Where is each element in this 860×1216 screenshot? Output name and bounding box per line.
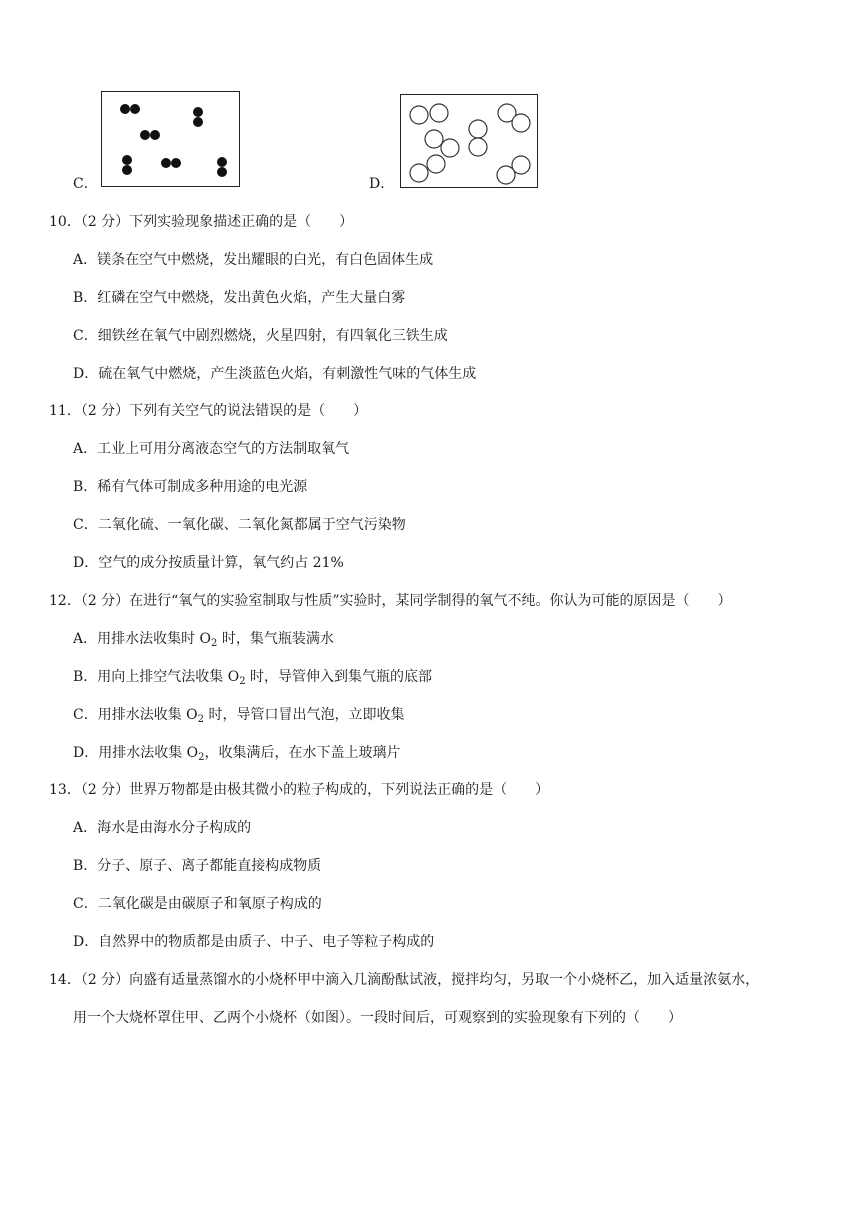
- molecule-atom: [171, 158, 181, 168]
- option-text: C．用排水法收集 O: [73, 707, 198, 723]
- question-13-option-a: A．海水是由海水分子构成的: [73, 820, 252, 836]
- figure-c-molecules: [102, 92, 241, 188]
- question-13-option-c: C．二氧化碳是由碳原子和氧原子构成的: [73, 896, 322, 912]
- molecule-atom: [217, 157, 227, 167]
- question-14-line-2: 用一个大烧杯罩住甲、乙两个小烧杯（如图）。一段时间后，可观察到的实验现象有下列的（ ）: [73, 1010, 682, 1026]
- subscript: 2: [211, 638, 218, 649]
- option-text: 时，导管伸入到集气瓶的底部: [245, 669, 433, 685]
- question-13-option-b: B．分子、原子、离子都能直接构成物质: [73, 858, 322, 874]
- question-11-option-c: C．二氧化硫、一氧化碳、二氧化氮都属于空气污染物: [73, 517, 406, 533]
- atom: [430, 104, 448, 122]
- atom: [512, 114, 530, 132]
- atom: [427, 155, 445, 173]
- atom: [497, 166, 515, 184]
- atom: [425, 130, 443, 148]
- question-13-option-d: D．自然界中的物质都是由质子、中子、电子等粒子构成的: [73, 934, 435, 950]
- molecule-atom: [150, 130, 160, 140]
- atom: [441, 139, 459, 157]
- question-11-option-b: B．稀有气体可制成多种用途的电光源: [73, 479, 308, 495]
- question-14-line-1: 14．（2 分）向盛有适量蒸馏水的小烧杯甲中滴入几滴酚酞试液，搅拌均匀，另取一个小烧杯乙，加入适量浓氨水，: [49, 972, 760, 988]
- subscript: 2: [198, 752, 205, 763]
- figure-d-atoms: [401, 95, 539, 189]
- question-14-stem: [49, 970, 829, 1028]
- option-text: B．用向上排空气法收集 O: [73, 669, 240, 685]
- question-10-option-b: B．红磷在空气中燃烧，发出黄色火焰，产生大量白雾: [73, 290, 406, 306]
- question-12-option-d: [73, 743, 401, 763]
- molecule-atom: [120, 104, 130, 114]
- question-13-stem: 13．（2 分）世界万物都是由极其微小的粒子构成的，下列说法正确的是（ ）: [49, 782, 550, 798]
- option-text: D．用排水法收集 O: [73, 745, 199, 761]
- figure-d-diagram: [400, 94, 538, 188]
- question-10-option-c: C．细铁丝在氧气中剧烈燃烧，火星四射，有四氧化三铁生成: [73, 328, 448, 344]
- question-12-option-c: [73, 705, 404, 725]
- question-12-option-a: [73, 629, 334, 649]
- molecule-atom: [193, 117, 203, 127]
- molecule-atom: [217, 167, 227, 177]
- option-text: 时，集气瓶装满水: [217, 631, 334, 647]
- atom: [469, 120, 487, 138]
- question-10-option-d: D．硫在氧气中燃烧，产生淡蓝色火焰，有刺激性气味的气体生成: [73, 366, 477, 382]
- atom: [469, 138, 487, 156]
- molecule-atom: [161, 158, 171, 168]
- atom: [410, 164, 428, 182]
- option-text: ，收集满后，在水下盖上玻璃片: [204, 745, 401, 761]
- option-text: A．用排水法收集时 O: [73, 631, 212, 647]
- question-11-stem: 11．（2 分）下列有关空气的说法错误的是（ ）: [49, 403, 368, 419]
- molecule-atom: [140, 130, 150, 140]
- molecule-atom: [130, 104, 140, 114]
- molecule-atom: [122, 165, 132, 175]
- question-12-option-b: [73, 667, 432, 687]
- molecule-atom: [122, 155, 132, 165]
- question-10-option-a: A．镁条在空气中燃烧，发出耀眼的白光，有白色固体生成: [73, 252, 434, 268]
- figure-d-label: D．: [369, 176, 395, 192]
- question-12-stem: 12．（2 分）在进行“氧气的实验室制取与性质”实验时，某同学制得的氧气不纯。你认为可能的原因是（ ）: [49, 593, 732, 609]
- subscript: 2: [197, 714, 205, 725]
- figure-c-label: C．: [73, 176, 98, 192]
- molecule-atom: [193, 107, 203, 117]
- question-11-option-d: D．空气的成分按质量计算，氧气约占 21%: [73, 555, 344, 571]
- figure-c-diagram: [101, 91, 240, 187]
- question-11-option-a: A．工业上可用分离液态空气的方法制取氧气: [73, 441, 350, 457]
- atom: [410, 106, 428, 124]
- question-10-stem: 10．（2 分）下列实验现象描述正确的是（ ）: [49, 214, 354, 230]
- subscript: 2: [239, 676, 246, 687]
- option-text: 时，导管口冒出气泡，立即收集: [204, 707, 405, 723]
